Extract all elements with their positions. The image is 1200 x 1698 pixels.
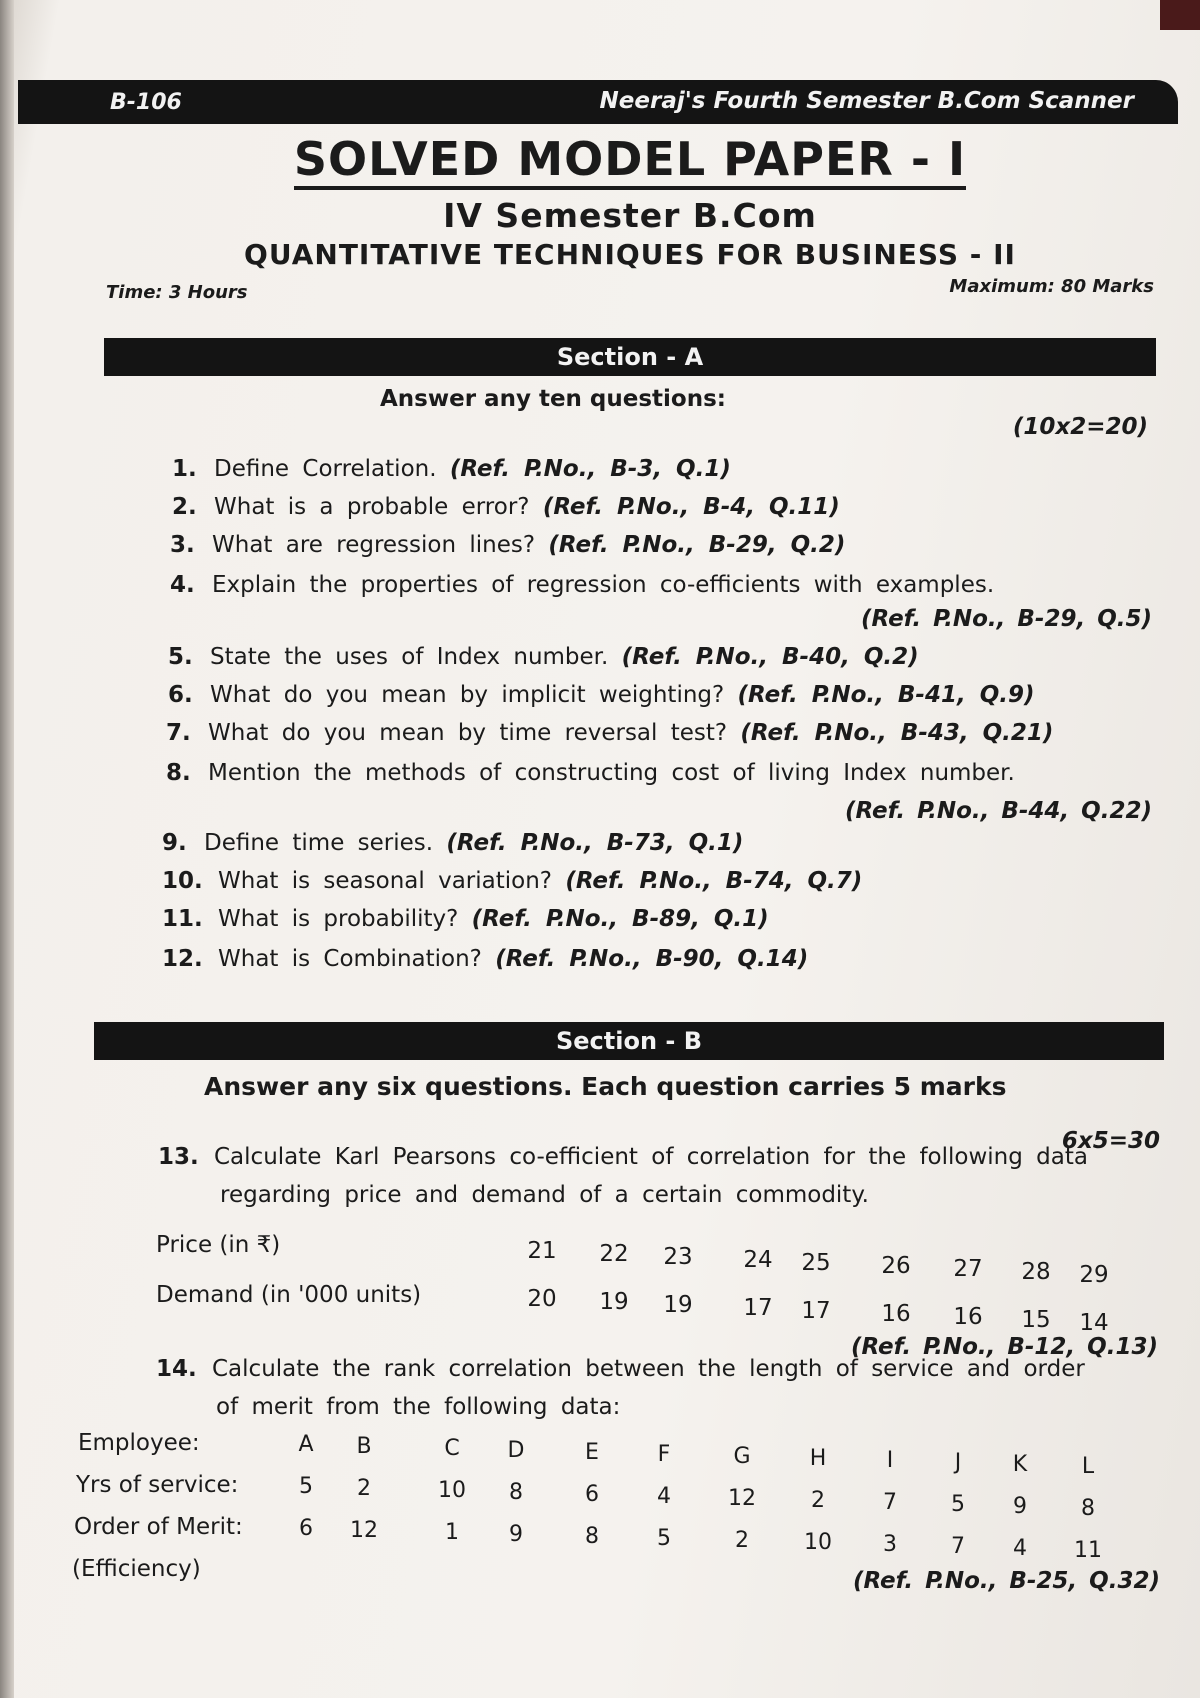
- question-8: 8. Mention the methods of constructing cost of living Index number.: [166, 760, 1015, 786]
- question-5: 5. State the uses of Index number. (Ref. P.No., B-40, Q.2): [168, 644, 919, 670]
- service-value: 10: [438, 1478, 466, 1503]
- running-header: [18, 80, 1178, 124]
- question-4-ref: (Ref. P.No., B-29, Q.5): [861, 606, 1152, 632]
- question-13-ref: (Ref. P.No., B-12, Q.13): [850, 1334, 1158, 1360]
- demand-value: 19: [599, 1289, 629, 1315]
- employee-value: A: [298, 1432, 314, 1457]
- employee-value: B: [356, 1434, 372, 1459]
- demand-value: 17: [801, 1298, 831, 1324]
- question-14-ref: (Ref. P.No., B-25, Q.32): [852, 1568, 1160, 1594]
- employee-value: D: [507, 1438, 525, 1463]
- merit-value: 7: [951, 1534, 965, 1559]
- page-corner-shadow: [1160, 0, 1200, 30]
- merit-label: Order of Merit:: [74, 1514, 243, 1540]
- question-9: 9. Define time series. (Ref. P.No., B-73, Q.1): [162, 830, 744, 856]
- merit-value: 4: [1013, 1536, 1027, 1561]
- merit-value: 10: [804, 1530, 832, 1555]
- question-11: 11. What is probability? (Ref. P.No., B-89, Q.1): [162, 906, 769, 932]
- section-b-marks: 6x5=30: [1061, 1128, 1160, 1154]
- question-13: 13. Calculate Karl Pearsons co-efficient of correlation for the following data: [158, 1144, 1088, 1170]
- employee-value: J: [954, 1450, 962, 1475]
- price-value: 22: [599, 1241, 629, 1267]
- question-12: 12. What is Combination? (Ref. P.No., B-90, Q.14): [162, 946, 809, 972]
- price-value: 26: [881, 1253, 911, 1279]
- demand-value: 20: [527, 1286, 557, 1312]
- employee-value: G: [733, 1444, 751, 1469]
- service-value: 7: [883, 1490, 897, 1515]
- question-10: 10. What is seasonal variation? (Ref. P.No., B-74, Q.7): [162, 868, 863, 894]
- book-title: Neeraj's Fourth Semester B.Com Scanner: [599, 88, 1134, 114]
- merit-value: 12: [350, 1518, 378, 1543]
- paper-title: SOLVED MODEL PAPER - I: [0, 132, 1200, 186]
- question-7: 7. What do you mean by time reversal test? (Ref. P.No., B-43, Q.21): [166, 720, 1054, 746]
- price-value: 27: [953, 1256, 983, 1282]
- service-value: 5: [299, 1474, 313, 1499]
- demand-value: 16: [881, 1301, 911, 1327]
- price-value: 24: [743, 1247, 773, 1273]
- merit-value: 5: [657, 1526, 671, 1551]
- semester-line: IV Semester B.Com: [443, 196, 817, 235]
- question-6: 6. What do you mean by implicit weighting? (Ref. P.No., B-41, Q.9): [168, 682, 1035, 708]
- employee-value: C: [444, 1436, 460, 1461]
- question-1: 1. Define Correlation. (Ref. P.No., B-3, Q.1): [172, 456, 731, 482]
- merit-value: 6: [299, 1516, 313, 1541]
- time-allowed: Time: 3 Hours: [106, 282, 248, 303]
- merit-value: 2: [735, 1528, 749, 1553]
- page-code: B-106: [110, 90, 182, 115]
- price-value: 28: [1021, 1259, 1051, 1285]
- demand-label: Demand (in '000 units): [156, 1282, 422, 1308]
- service-value: 2: [811, 1488, 825, 1513]
- service-value: 8: [509, 1480, 523, 1505]
- question-8-ref: (Ref. P.No., B-44, Q.22): [844, 798, 1152, 824]
- section-a-marks: (10x2=20): [1012, 414, 1148, 440]
- merit-value: 9: [509, 1522, 523, 1547]
- employee-value: H: [809, 1446, 827, 1471]
- question-13-line2: regarding price and demand of a certain commodity.: [220, 1182, 869, 1208]
- section-b-instruction: Answer any six questions. Each question carries 5 marks: [204, 1072, 1007, 1101]
- question-3: 3. What are regression lines? (Ref. P.No., B-29, Q.2): [170, 532, 846, 558]
- service-value: 8: [1081, 1496, 1095, 1521]
- service-value: 2: [357, 1476, 371, 1501]
- employee-value: E: [585, 1440, 599, 1465]
- question-14: 14. Calculate the rank correlation between the length of service and order: [156, 1356, 1085, 1382]
- price-value: 29: [1079, 1262, 1109, 1288]
- price-value: 23: [663, 1244, 693, 1270]
- employee-value: F: [657, 1442, 671, 1467]
- price-label: Price (in ₹): [156, 1232, 281, 1258]
- employee-value: I: [886, 1448, 894, 1473]
- service-value: 9: [1013, 1494, 1027, 1519]
- price-value: 25: [801, 1250, 831, 1276]
- question-4: 4. Explain the properties of regression co-efficients with examples.: [170, 572, 995, 598]
- demand-value: 17: [743, 1295, 773, 1321]
- merit-value: 11: [1074, 1538, 1102, 1563]
- merit-value: 8: [585, 1524, 599, 1549]
- demand-value: 14: [1079, 1310, 1109, 1336]
- question-2: 2. What is a probable error? (Ref. P.No., B-4, Q.11): [172, 494, 840, 520]
- question-14-line2: of merit from the following data:: [216, 1394, 621, 1420]
- efficiency-label: (Efficiency): [72, 1556, 201, 1582]
- demand-value: 15: [1021, 1307, 1051, 1333]
- section-a-instruction: Answer any ten questions:: [380, 386, 726, 412]
- demand-value: 19: [663, 1292, 693, 1318]
- merit-value: 1: [445, 1520, 459, 1545]
- section-b-heading: Section - B: [94, 1022, 1164, 1060]
- service-label: Yrs of service:: [76, 1472, 239, 1498]
- employee-label: Employee:: [78, 1430, 200, 1456]
- demand-value: 16: [953, 1304, 983, 1330]
- subject-line: QUANTITATIVE TECHNIQUES FOR BUSINESS - II: [244, 238, 1016, 271]
- price-value: 21: [527, 1238, 557, 1264]
- service-value: 6: [585, 1482, 599, 1507]
- service-value: 5: [951, 1492, 965, 1517]
- service-value: 12: [728, 1486, 756, 1511]
- employee-value: K: [1012, 1452, 1028, 1477]
- service-value: 4: [657, 1484, 671, 1509]
- maximum-marks: Maximum: 80 Marks: [949, 276, 1154, 297]
- employee-value: L: [1081, 1454, 1095, 1479]
- section-a-heading: Section - A: [104, 338, 1156, 376]
- merit-value: 3: [883, 1532, 897, 1557]
